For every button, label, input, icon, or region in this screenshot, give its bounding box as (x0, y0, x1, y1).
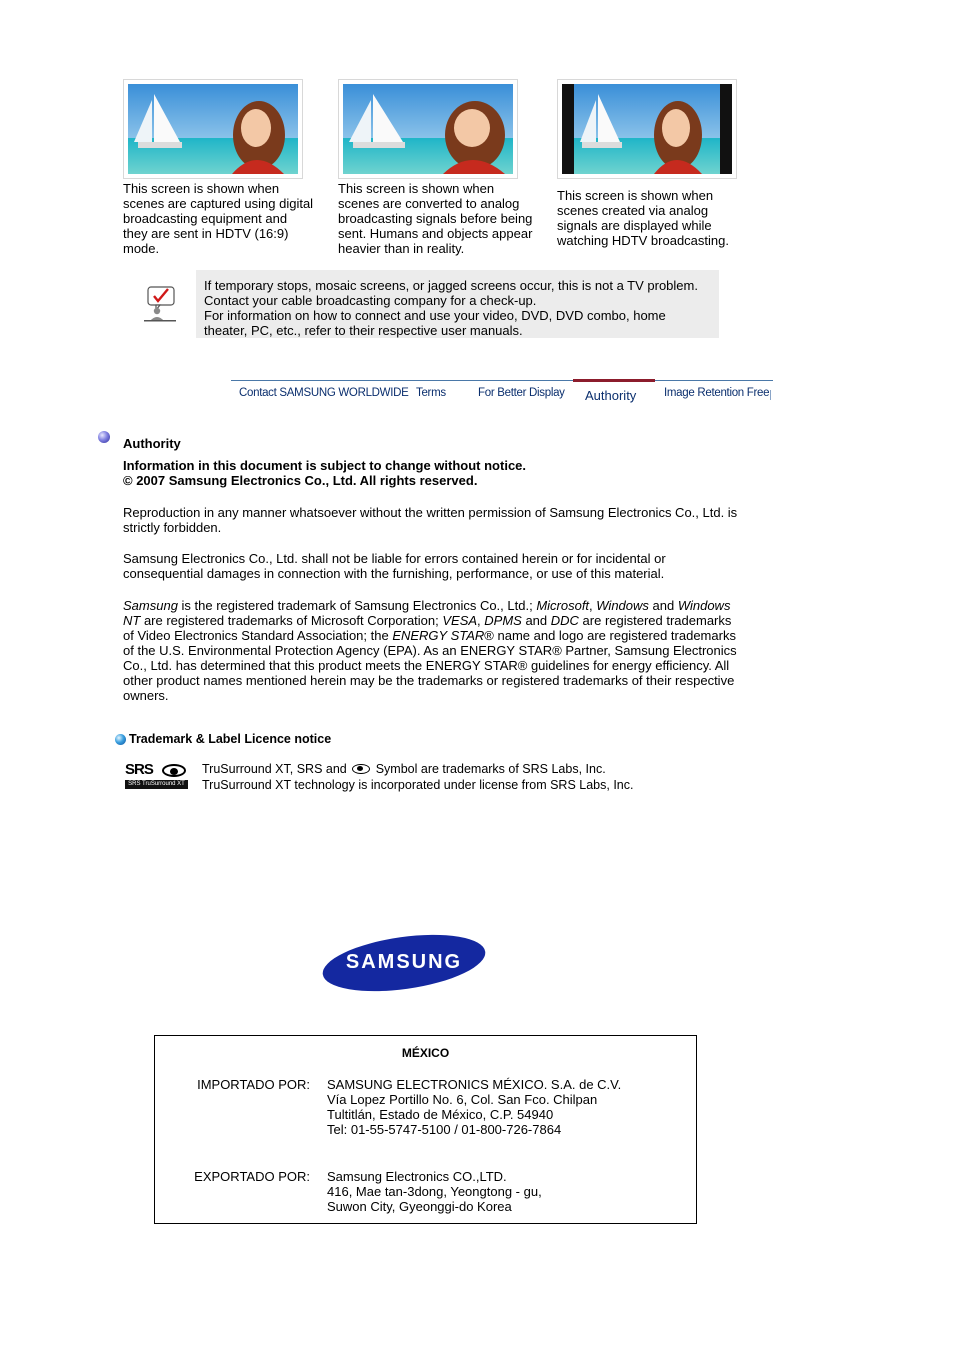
note-line: If temporary stops, mosaic screens, or jagged screens occur, this is not a TV problem. (204, 278, 698, 293)
nav-item-contact[interactable]: Contact SAMSUNG WORLDWIDE (239, 387, 409, 399)
srs-logo (124, 763, 190, 791)
trademark-name: ENERGY STAR (392, 628, 485, 643)
trademark-para-line (123, 628, 763, 643)
note-box (196, 270, 719, 338)
para-line: Reproduction in any manner whatsoever without the written permission of Samsung Electronics Co., Ltd. is (123, 505, 738, 520)
address-line: Samsung Electronics CO.,LTD. (327, 1169, 507, 1184)
trademarks-paragraph (123, 598, 763, 703)
trademark-text: and (648, 598, 678, 613)
mexico-info-box (154, 1035, 697, 1224)
trademark-text: Symbol are trademarks of SRS Labs, Inc. (375, 762, 606, 776)
caption-line: scenes created via analog (557, 203, 709, 218)
screen-image-digital (123, 79, 303, 179)
trademark-para-line (123, 643, 763, 658)
trademark-name: Windows (677, 598, 731, 613)
section-nav (231, 380, 773, 407)
trademark-name: DPMS (484, 613, 522, 628)
screen-image-analog-converted (338, 79, 518, 179)
notice-line: Information in this document is subject to change without notice. (123, 458, 527, 473)
note-line: For information on how to connect and use your video, DVD, DVD combo, home (204, 308, 666, 323)
importer-address (327, 1077, 621, 1137)
srs-circle-symbol (162, 764, 186, 777)
authority-notice (123, 458, 758, 488)
exporter-label: EXPORTADO POR: (194, 1169, 310, 1184)
screen-caption-analog-converted (338, 181, 548, 256)
para-line: consequential damages in connection with the furnishing, performance, or use of this material. (123, 566, 665, 581)
nav-item-better-display[interactable]: For Better Display (478, 387, 565, 399)
nav-item-terms[interactable]: Terms (416, 387, 446, 399)
trademark-text: Co., Ltd. has determined that this product meets the ENERGY STAR® guidelines for energy efficiency. All (123, 658, 730, 673)
reproduction-paragraph (123, 505, 758, 535)
trademark-para-line (123, 658, 763, 673)
address-line: SAMSUNG ELECTRONICS MÉXICO. S.A. de C.V. (327, 1077, 622, 1092)
nav-divider (770, 390, 771, 400)
caption-line: signals are displayed while (557, 218, 712, 233)
srs-logo-text: SRS (125, 761, 153, 778)
caption-line: heavier than in reality. (338, 241, 465, 256)
trademark-name: NT (123, 613, 141, 628)
trademark-text: TruSurround XT, SRS and (202, 762, 347, 776)
address-line: Tultitlán, Estado de México, C.P. 54940 (327, 1107, 554, 1122)
trademark-text: are registered trademarks of Microsoft Corporation; (140, 613, 443, 628)
trademark-text: of the U.S. Environmental Protection Agency (EPA). As an ENERGY STAR® Partner, Samsung Electronics (123, 643, 737, 658)
mexico-title: MÉXICO (401, 1046, 450, 1060)
trademark-name: Samsung (123, 598, 178, 613)
trademark-text: owners. (123, 688, 169, 703)
trademark-text: are registered trademarks (578, 613, 732, 628)
address-line: Suwon City, Gyeonggi-do Korea (327, 1199, 512, 1214)
exporter-address (327, 1169, 542, 1214)
beach-woman-image (124, 80, 302, 178)
trademark-text: , (589, 598, 597, 613)
address-line: Tel: 01-55-5747-5100 / 01-800-726-7864 (327, 1122, 562, 1137)
nav-item-authority[interactable] (573, 379, 655, 409)
nav-item-authority-label: Authority (585, 388, 637, 403)
note-icon (142, 285, 178, 323)
trademark-name: DDC (550, 613, 579, 628)
trademark-text: other product names mentioned herein may be the trademarks or registered trademarks of their respective (123, 673, 735, 688)
caption-line: This screen is shown when (123, 181, 280, 196)
address-line: Vía Lopez Portillo No. 6, Col. San Fco. Chilpan (327, 1092, 598, 1107)
caption-line: This screen is shown when (338, 181, 495, 196)
caption-line: broadcasting signals before being (338, 211, 533, 226)
samsung-logo (321, 934, 487, 992)
copyright-line: © 2007 Samsung Electronics Co., Ltd. All rights reserved. (123, 473, 478, 488)
caption-line: scenes are captured using digital (123, 196, 314, 211)
trademark-line-2: TruSurround XT technology is incorporated under license from SRS Labs, Inc. (202, 778, 634, 792)
authority-heading: Authority (123, 436, 181, 451)
trademark-para-line (123, 673, 763, 688)
trademark-text: is the registered trademark of Samsung Electronics Co., Ltd.; (177, 598, 537, 613)
beach-woman-image (339, 80, 517, 178)
importer-label: IMPORTADO POR: (197, 1077, 310, 1092)
liability-paragraph (123, 551, 758, 581)
trademark-para-line (123, 598, 763, 613)
caption-line: scenes are converted to analog (338, 196, 520, 211)
bullet-icon (115, 734, 126, 745)
trademark-text: of Video Electronics Standard Association; the (123, 628, 393, 643)
caption-line: sent. Humans and objects appear (338, 226, 533, 241)
caption-line: This screen is shown when (557, 188, 714, 203)
trademark-text: , (477, 613, 485, 628)
samsung-logo-text: SAMSUNG (345, 951, 463, 973)
nav-item-image-retention[interactable]: Image Retention Free (664, 387, 770, 399)
srs-truesurround-badge: SRS TruSurround XT (125, 780, 188, 789)
beach-woman-image-pillarbox (558, 80, 736, 178)
screen-image-analog-hdtv (557, 79, 737, 179)
para-line: Samsung Electronics Co., Ltd. shall not be liable for errors contained herein or for incidental or (123, 551, 666, 566)
trademark-name: VESA (442, 613, 478, 628)
trademark-name: Windows (596, 598, 649, 613)
bullet-icon (98, 431, 110, 443)
trademark-text: ® name and logo are registered trademarks (484, 628, 736, 643)
note-line: theater, PC, etc., refer to their respective user manuals. (204, 323, 523, 338)
trademark-text: and (521, 613, 551, 628)
caption-line: watching HDTV broadcasting. (557, 233, 729, 248)
screen-caption-digital (123, 181, 323, 256)
caption-line: they are sent in HDTV (16:9) (123, 226, 289, 241)
trademark-name: Microsoft (536, 598, 590, 613)
address-line: 416, Mae tan-3dong, Yeongtong - gu, (327, 1184, 542, 1199)
note-line: Contact your cable broadcasting company for a check-up. (204, 293, 537, 308)
srs-symbol-icon (352, 764, 370, 774)
trademark-para-line (123, 688, 763, 703)
trademark-heading: Trademark & Label Licence notice (129, 732, 332, 746)
caption-line: broadcasting equipment and (123, 211, 288, 226)
trademark-line-1 (202, 762, 606, 777)
caption-line: mode. (123, 241, 160, 256)
screen-caption-analog-hdtv (557, 188, 757, 248)
trademark-para-line (123, 613, 763, 628)
para-line: strictly forbidden. (123, 520, 222, 535)
